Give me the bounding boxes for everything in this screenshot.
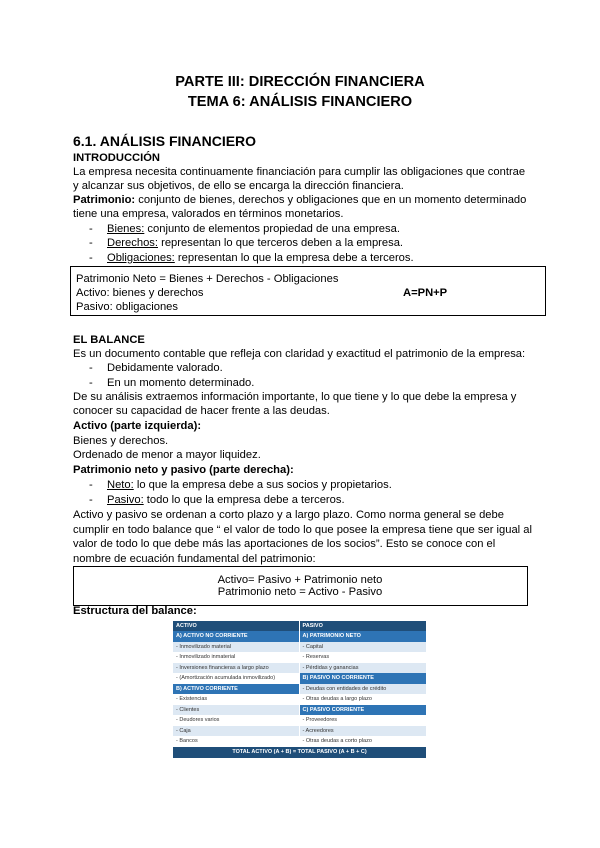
table-section: A) ACTIVO NO CORRIENTE (173, 631, 299, 642)
table-row: - Deudores varios (176, 717, 220, 723)
balance-point-1: Debidamente valorado. (107, 362, 223, 374)
table-row: - Inmovilizado material (173, 642, 299, 653)
patrimonio-def-2: tiene una empresa, valorados en términos monetarios. (73, 208, 344, 220)
dash-bullet: - (89, 223, 93, 235)
intro-heading: INTRODUCCIÓN (73, 152, 161, 164)
activo-heading: Activo (parte izquierda): (73, 420, 202, 432)
table-row: - Proveedores (302, 717, 338, 723)
list-item-derechos: Derechos: representan lo que terceros deben a la empresa. (107, 237, 404, 249)
order-line-3: valor de todo lo que debe más las aportaciones de los socios”. Esto se conoce con el (73, 538, 496, 550)
table-row: - (Amortización acumulada inmovilizado) (176, 675, 276, 681)
balance-structure-table (173, 621, 426, 755)
balance-definition: Es un documento contable que refleja con claridad y exactitud el patrimonio de la empresa: (73, 348, 526, 360)
intro-line-1: La empresa necesita continuamente financiación para cumplir las obligaciones que contrae (73, 166, 526, 178)
dash-bullet: - (89, 494, 93, 506)
box1-line-3: Pasivo: obligaciones (76, 301, 178, 313)
topic-title: TEMA 6: ANÁLISIS FINANCIERO (187, 94, 413, 110)
intro-line-2: y alcanzar sus objetivos, de ello se encarga la dirección financiera. (73, 180, 404, 192)
dash-bullet: - (89, 362, 93, 374)
box1-formula: A=PN+P (403, 287, 448, 299)
table-row: - Clientes (173, 705, 299, 716)
table-row: - Deudas con entidades de crédito (300, 684, 427, 695)
equation-line-1: Activo= Pasivo + Patrimonio neto (217, 574, 383, 586)
patrimonio-definition (73, 193, 526, 207)
order-line-1: Activo y pasivo se ordenan a corto plazo y a largo plazo. Como norma general se debe (73, 509, 504, 521)
table-section: B) ACTIVO CORRIENTE (173, 684, 299, 695)
table-row: - Existencias (176, 696, 208, 702)
box1-line-2: Activo: bienes y derechos (76, 287, 204, 299)
patrimonio-term: Patrimonio: (73, 194, 136, 206)
table-row: - Inversiones financieras a largo plazo (173, 663, 299, 674)
table-row: - Reservas (302, 654, 330, 660)
dash-bullet: - (89, 237, 93, 249)
table-row: - Otras deudas a corto plazo (302, 738, 372, 744)
table-row: - Pérdidas y ganancias (300, 663, 427, 674)
list-item-pasivo: Pasivo: todo lo que la empresa debe a terceros. (107, 494, 345, 506)
dash-bullet: - (89, 252, 93, 264)
table-row: - Otras deudas a largo plazo (302, 696, 372, 702)
activo-line-2: Ordenado de menor a mayor liquidez. (73, 449, 261, 461)
part-title: PARTE III: DIRECCIÓN FINANCIERA (175, 74, 425, 90)
activo-line-1: Bienes y derechos. (73, 435, 169, 447)
structure-heading: Estructura del balance: (73, 605, 197, 617)
table-row: - Capital (300, 642, 427, 653)
section-title: 6.1. ANÁLISIS FINANCIERO (73, 133, 257, 149)
table-row: - Caja (173, 726, 299, 737)
order-line-4: nombre de ecuación fundamental del patrimonio: (73, 553, 316, 565)
analysis-line-1: De su análisis extraemos información importante, lo que tiene y lo que debe la empresa y (73, 391, 517, 403)
table-row: - Acreedores (300, 726, 427, 737)
table-row: - Inmovilizado inmaterial (176, 654, 236, 660)
analysis-line-2: conocer su capacidad de hacer frente a las deudas. (73, 405, 330, 417)
pasivo-heading: Patrimonio neto y pasivo (parte derecha): (73, 464, 294, 476)
box1-line-1: Patrimonio Neto = Bienes + Derechos - Obligaciones (76, 273, 339, 285)
table-section: A) PATRIMONIO NETO (300, 631, 427, 642)
table-section: B) PASIVO NO CORRIENTE (300, 673, 427, 684)
dash-bullet: - (89, 479, 93, 491)
list-item-obligaciones: Obligaciones: representan lo que la empresa debe a terceros. (107, 252, 414, 264)
table-row: - Bancos (176, 738, 198, 744)
equation-line-2: Patrimonio neto = Activo - Pasivo (217, 586, 383, 598)
table-header-activo: ACTIVO (173, 621, 299, 631)
list-item-neto: Neto: lo que la empresa debe a sus socios y propietarios. (107, 479, 392, 491)
order-line-2: cumplir en todo balance que “ el valor de todo lo que posee la empresa tiene que ser igual al (73, 524, 532, 536)
table-header-pasivo: PASIVO (300, 621, 427, 631)
dash-bullet: - (89, 377, 93, 389)
balance-point-2: En un momento determinado. (107, 377, 255, 389)
balance-heading: EL BALANCE (73, 334, 145, 346)
patrimonio-def-1: conjunto de bienes, derechos y obligaciones que en un momento determinado (135, 194, 527, 206)
table-footer-total: TOTAL ACTIVO (A + B) = TOTAL PASIVO (A + B + C) (173, 747, 426, 758)
table-section: C) PASIVO CORRIENTE (300, 705, 427, 716)
list-item-bienes: Bienes: conjunto de elementos propiedad de una empresa. (107, 223, 400, 235)
